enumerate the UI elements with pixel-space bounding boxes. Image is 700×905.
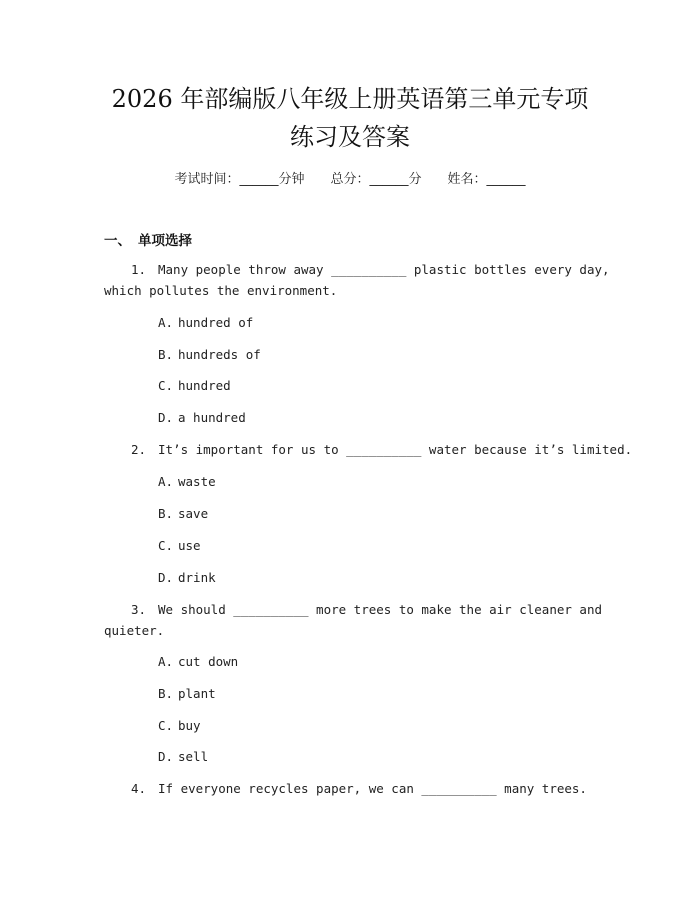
name-label: 姓名：______ — [447, 172, 526, 187]
option-text: sell — [178, 749, 209, 764]
question-1-line-1 — [131, 259, 610, 280]
question-4-line-1 — [131, 778, 587, 799]
option-letter: A. — [158, 654, 174, 669]
option-text: buy — [178, 718, 201, 733]
question-3-line-2: quieter. — [104, 623, 165, 638]
question-4-number: 4. — [131, 781, 147, 796]
document-title-line-2: 练习及答案 — [290, 123, 410, 151]
option-text: a hundred — [178, 410, 246, 425]
option-text: cut down — [178, 654, 239, 669]
option-text: waste — [178, 474, 216, 489]
question-2-option-d — [158, 567, 216, 588]
question-1-option-d — [158, 407, 246, 428]
exam-info — [0, 168, 700, 187]
option-letter: A. — [158, 474, 174, 489]
question-2-line-1 — [131, 439, 632, 460]
option-text: save — [178, 506, 209, 521]
question-1-option-c — [158, 375, 231, 396]
option-letter: D. — [158, 749, 174, 764]
question-3-option-a — [158, 651, 238, 672]
question-3-option-d — [158, 746, 208, 767]
option-text: use — [178, 538, 201, 553]
question-2-text: It’s important for us to __________ water because it’s limited. — [158, 442, 633, 457]
question-3-option-c — [158, 715, 201, 736]
option-letter: B. — [158, 506, 174, 521]
question-4-text: If everyone recycles paper, we can __________ many trees. — [158, 781, 587, 796]
option-text: drink — [178, 570, 216, 585]
option-letter: C. — [158, 538, 174, 553]
total-score-label: 总分：______分 — [330, 172, 422, 187]
option-text: hundred of — [178, 315, 254, 330]
question-1-number: 1. — [131, 262, 147, 277]
question-2-option-b — [158, 503, 208, 524]
option-letter: C. — [158, 378, 174, 393]
section-number: 一、 — [104, 233, 131, 249]
document-title-line-1: 2026 年部编版八年级上册英语第三单元专项 — [111, 85, 589, 113]
question-2-number: 2. — [131, 442, 147, 457]
question-2-option-c — [158, 535, 201, 556]
exam-time-label: 考试时间：______分钟 — [174, 172, 305, 187]
option-letter: B. — [158, 686, 174, 701]
question-1-text: Many people throw away __________ plastic bottles every day, — [158, 262, 610, 277]
question-1-option-b — [158, 344, 261, 365]
option-letter: D. — [158, 570, 174, 585]
question-3-option-b — [158, 683, 216, 704]
section-title: 单项选择 — [138, 233, 192, 249]
section-heading — [104, 229, 192, 249]
option-text: hundred — [178, 378, 231, 393]
question-2-option-a — [158, 471, 216, 492]
option-letter: B. — [158, 347, 174, 362]
option-text: plant — [178, 686, 216, 701]
option-letter: D. — [158, 410, 174, 425]
option-letter: C. — [158, 718, 174, 733]
question-1-line-2: which pollutes the environment. — [104, 283, 338, 298]
question-3-text: We should __________ more trees to make the air cleaner and — [158, 602, 603, 617]
option-letter: A. — [158, 315, 174, 330]
option-text: hundreds of — [178, 347, 261, 362]
question-3-number: 3. — [131, 602, 147, 617]
question-3-line-1 — [131, 599, 602, 620]
question-1-option-a — [158, 312, 253, 333]
